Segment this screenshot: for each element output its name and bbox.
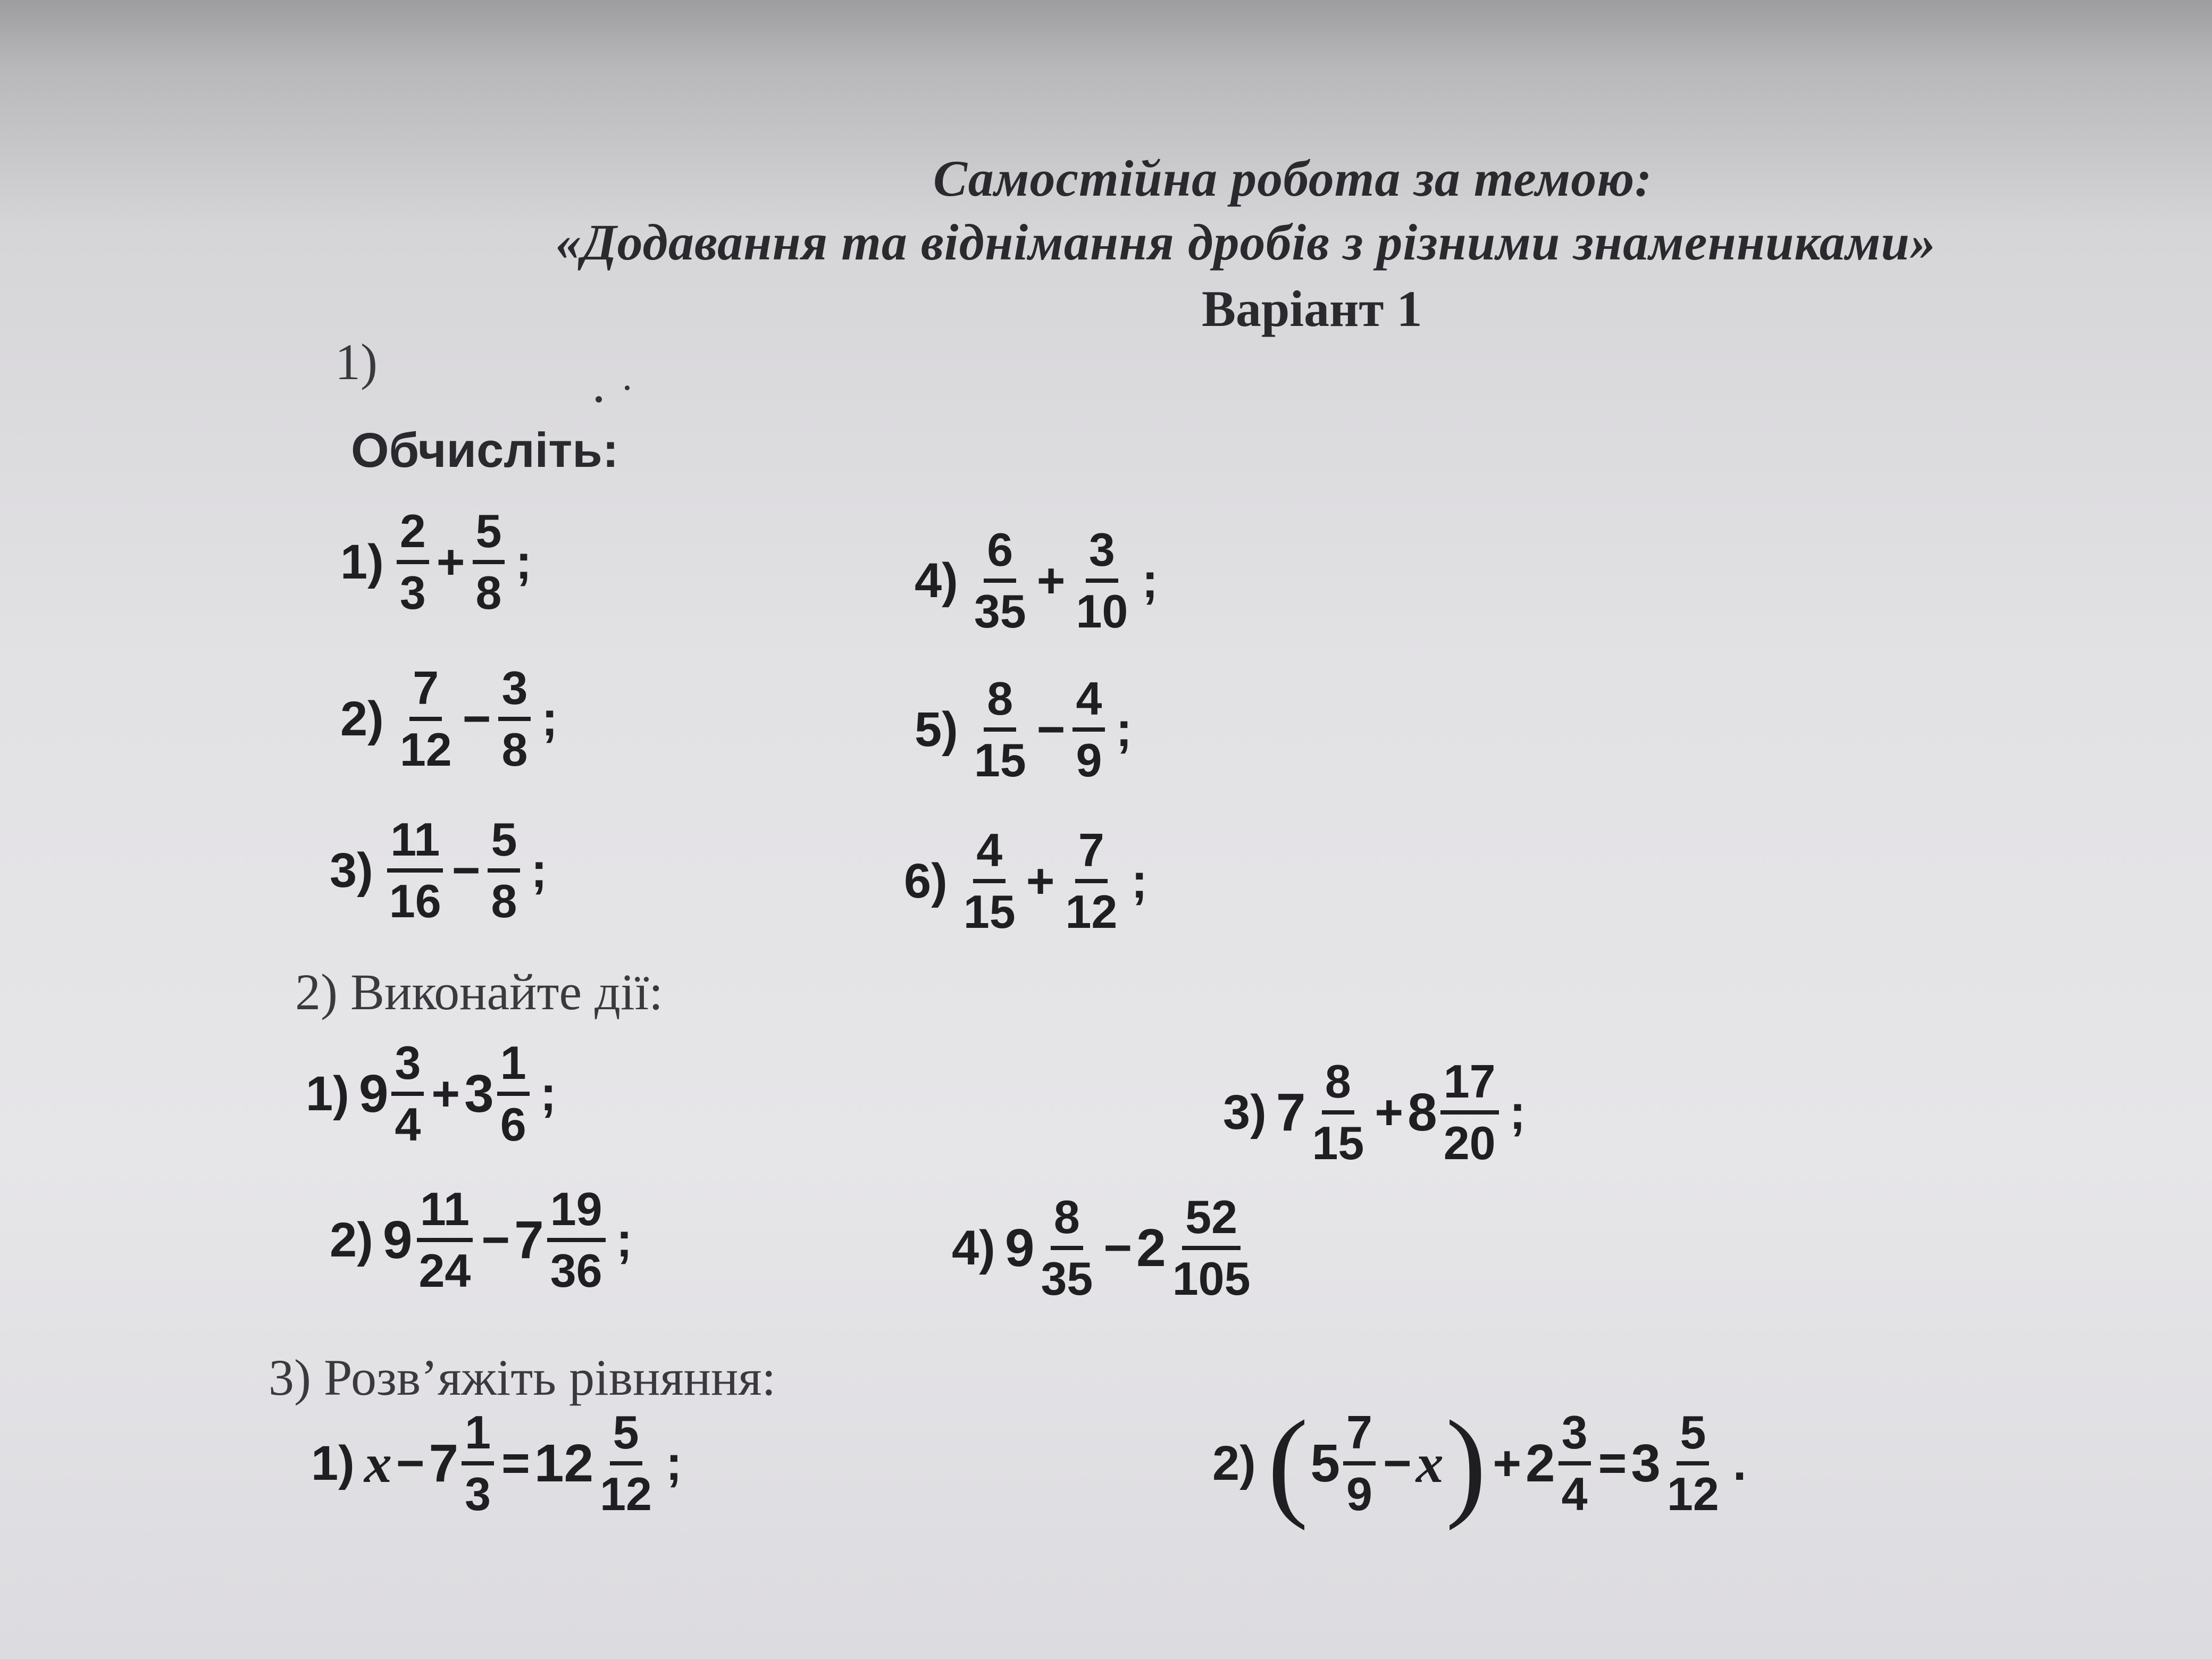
whole-part: 12 xyxy=(534,1433,594,1493)
numerator: 5 xyxy=(488,816,520,873)
whole-part: 9 xyxy=(382,1210,413,1270)
numerator: 1 xyxy=(497,1040,530,1096)
item-label: 1) xyxy=(311,1436,355,1490)
operator: − xyxy=(462,691,491,746)
item-label: 1) xyxy=(306,1066,349,1121)
terminator: ; xyxy=(1116,702,1133,757)
denominator: 12 xyxy=(399,723,452,776)
fraction xyxy=(960,824,1019,938)
task2-heading: 2) Виконайте дії: xyxy=(295,963,663,1020)
denominator: 35 xyxy=(974,585,1026,638)
fraction xyxy=(397,661,455,776)
terminator: ; xyxy=(1142,553,1158,608)
fraction xyxy=(971,523,1029,638)
task2-item-4 xyxy=(952,1191,1264,1305)
denominator: 105 xyxy=(1172,1252,1251,1305)
operator: + xyxy=(1026,853,1055,908)
fraction xyxy=(498,661,531,776)
numerator: 3 xyxy=(498,665,531,721)
fraction xyxy=(547,1183,606,1297)
numerator: 7 xyxy=(409,665,442,721)
denominator: 12 xyxy=(600,1468,652,1520)
denominator: 8 xyxy=(475,566,502,619)
terminator: ; xyxy=(540,1066,557,1121)
denominator: 4 xyxy=(1561,1468,1588,1520)
task3-equation-1 xyxy=(311,1406,682,1520)
fraction xyxy=(971,672,1029,786)
numerator: 8 xyxy=(984,675,1016,732)
operator: − xyxy=(1382,1436,1412,1490)
numerator: 8 xyxy=(1322,1058,1354,1115)
fraction xyxy=(1343,1406,1376,1520)
numerator: 19 xyxy=(547,1186,606,1242)
operator: + xyxy=(436,534,465,589)
operator: + xyxy=(1375,1085,1404,1139)
fraction xyxy=(1062,824,1120,938)
item-label: 6) xyxy=(904,853,948,908)
whole-part: 9 xyxy=(1004,1218,1035,1278)
terminator: ; xyxy=(616,1212,633,1267)
terminator: ; xyxy=(541,691,558,746)
denominator: 9 xyxy=(1076,734,1102,786)
task1-item-5 xyxy=(915,672,1133,786)
numerator: 6 xyxy=(984,526,1016,583)
denominator: 20 xyxy=(1443,1117,1496,1169)
whole-part: 7 xyxy=(429,1433,459,1493)
whole-part: 9 xyxy=(358,1063,389,1124)
numerator: 5 xyxy=(610,1409,642,1465)
variable-x: x xyxy=(364,1432,392,1494)
denominator: 15 xyxy=(963,885,1016,938)
fraction xyxy=(397,505,429,619)
numerator: 1 xyxy=(462,1409,494,1465)
fraction xyxy=(1073,523,1131,638)
variable-x: x xyxy=(1415,1432,1444,1494)
item-label: 1) xyxy=(340,534,384,589)
task3-heading: 3) Розв’яжіть рівняння: xyxy=(269,1349,776,1406)
task2-item-3 xyxy=(1223,1055,1526,1169)
item-label: 3) xyxy=(330,843,373,898)
fraction xyxy=(462,1406,494,1520)
fraction xyxy=(488,813,520,927)
operator: + xyxy=(431,1066,460,1121)
denominator: 12 xyxy=(1065,885,1118,938)
whole-part: 7 xyxy=(1276,1082,1306,1142)
numerator: 7 xyxy=(1075,827,1108,883)
title-line-2: «Додавання та віднімання дробів з різними знаменниками» xyxy=(556,214,1936,271)
task3-equation-2 xyxy=(1212,1395,1747,1531)
item-label: 2) xyxy=(340,691,384,746)
terminator: ; xyxy=(665,1436,682,1490)
terminator: ; xyxy=(515,534,532,589)
terminator: ; xyxy=(531,843,548,898)
stray-mark xyxy=(596,396,602,403)
denominator: 6 xyxy=(500,1098,526,1151)
task1-item-1 xyxy=(340,505,532,619)
denominator: 16 xyxy=(389,875,441,927)
denominator: 10 xyxy=(1076,585,1128,638)
operator: − xyxy=(396,1436,425,1490)
fraction xyxy=(497,1036,530,1151)
terminator: ; xyxy=(1509,1085,1526,1139)
whole-part: 3 xyxy=(1631,1433,1661,1493)
denominator: 12 xyxy=(1666,1468,1719,1520)
denominator: 15 xyxy=(1312,1117,1364,1169)
numerator: 3 xyxy=(1086,526,1118,583)
denominator: 8 xyxy=(491,875,517,927)
task1-heading: Обчисліть: xyxy=(351,423,619,477)
task1-item-4 xyxy=(915,523,1158,638)
whole-part: 3 xyxy=(464,1063,494,1124)
item-label: 2) xyxy=(330,1212,373,1267)
fraction xyxy=(1169,1191,1254,1305)
denominator: 8 xyxy=(501,723,528,776)
fraction xyxy=(597,1406,655,1520)
task1-item-2 xyxy=(340,661,558,776)
whole-part: 5 xyxy=(1310,1433,1340,1493)
title-line-1: Самостійна робота за темою: xyxy=(933,150,1653,207)
numerator: 11 xyxy=(417,1186,473,1242)
equals-sign: = xyxy=(1598,1436,1627,1490)
numerator: 17 xyxy=(1440,1058,1499,1115)
fraction xyxy=(1309,1055,1367,1169)
numerator: 4 xyxy=(1073,675,1105,732)
whole-part: 8 xyxy=(1407,1082,1437,1142)
right-parenthesis: ) xyxy=(1445,1395,1487,1531)
operator: + xyxy=(1036,553,1066,608)
numerator: 4 xyxy=(973,827,1006,883)
numerator: 3 xyxy=(1559,1409,1591,1465)
numerator: 8 xyxy=(1051,1194,1083,1250)
task1-item-6 xyxy=(904,824,1147,938)
whole-part: 2 xyxy=(1136,1218,1166,1278)
operator: − xyxy=(1036,702,1066,757)
whole-part: 7 xyxy=(514,1210,544,1270)
denominator: 3 xyxy=(465,1468,491,1520)
fraction xyxy=(1073,672,1105,786)
fraction xyxy=(1664,1406,1722,1520)
item-label: 3) xyxy=(1223,1085,1267,1139)
task1-item-3 xyxy=(330,813,548,927)
task2-item-1 xyxy=(306,1036,557,1151)
denominator: 24 xyxy=(418,1244,471,1297)
left-parenthesis: ( xyxy=(1267,1395,1309,1531)
item-label: 4) xyxy=(915,553,958,608)
fraction xyxy=(473,505,505,619)
denominator: 35 xyxy=(1041,1252,1093,1305)
fraction xyxy=(1440,1055,1499,1169)
item-label: 5) xyxy=(915,702,958,757)
fraction xyxy=(1037,1191,1096,1305)
denominator: 15 xyxy=(974,734,1026,786)
denominator: 36 xyxy=(550,1244,602,1297)
numerator: 7 xyxy=(1343,1409,1376,1465)
equals-sign: = xyxy=(501,1436,530,1490)
numerator: 11 xyxy=(387,816,443,873)
variant-label: Варіант 1 xyxy=(1202,280,1422,337)
denominator: 3 xyxy=(399,566,426,619)
numerator: 52 xyxy=(1182,1194,1241,1250)
denominator: 9 xyxy=(1346,1468,1372,1520)
numerator: 2 xyxy=(397,508,429,564)
terminator: ; xyxy=(1131,853,1147,908)
operator: − xyxy=(1103,1220,1133,1275)
operator: + xyxy=(1493,1436,1522,1490)
denominator: 4 xyxy=(395,1098,421,1151)
terminator: . xyxy=(1732,1436,1747,1490)
item-label: 4) xyxy=(952,1220,995,1275)
numerator: 5 xyxy=(473,508,505,564)
stray-mark xyxy=(625,386,630,390)
task2-item-2 xyxy=(330,1183,633,1297)
fraction xyxy=(386,813,445,927)
fraction xyxy=(1559,1406,1591,1520)
item-label: 2) xyxy=(1212,1436,1256,1490)
operator: − xyxy=(451,843,481,898)
numerator: 3 xyxy=(391,1040,424,1096)
task1-number: 1) xyxy=(335,333,378,390)
numerator: 5 xyxy=(1677,1409,1709,1465)
operator: − xyxy=(481,1212,510,1267)
whole-part: 2 xyxy=(1526,1433,1555,1493)
fraction xyxy=(415,1183,474,1297)
fraction xyxy=(391,1036,424,1151)
